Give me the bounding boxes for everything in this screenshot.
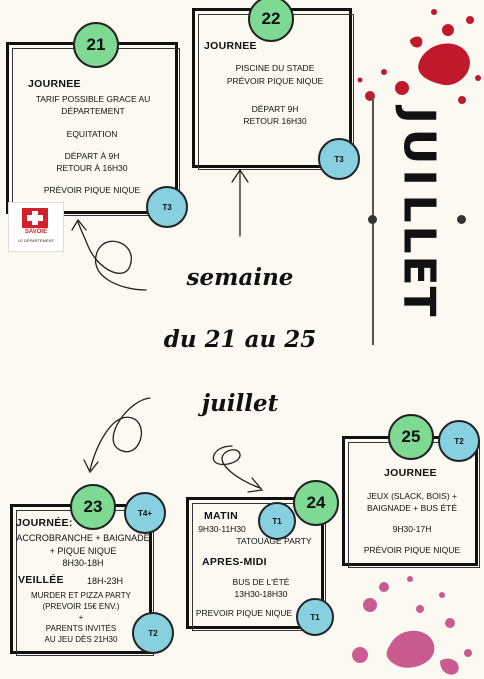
month-letter-e: E	[393, 255, 445, 286]
day-24-badge-bottom: T1	[296, 598, 334, 636]
month-letter-j: J	[393, 107, 445, 124]
day-24-morning-label: MATIN	[204, 510, 238, 522]
day-23-number: 23	[70, 484, 116, 530]
day-21-heading: JOURNEE	[28, 78, 81, 90]
day-22-line-4: RETOUR 16H30	[243, 116, 307, 126]
day-21-line-4: RETOUR À 16H30	[56, 163, 128, 173]
day-25-note: PRÉVOIR PIQUE NIQUE	[363, 545, 461, 555]
month-letter-l1: L	[393, 194, 445, 223]
day-23-badge-top: T4+	[124, 492, 166, 534]
day-23-badge-bottom: T2	[132, 612, 174, 654]
day-21-line-3: DÉPART À 9H	[64, 151, 120, 161]
day-22-badge: T3	[318, 138, 360, 180]
day-24-number: 24	[293, 480, 339, 526]
day-22-number: 22	[248, 0, 294, 42]
week-range: du 21 au 25	[163, 326, 317, 353]
day-23-evening-time: 18H-23H	[86, 576, 124, 586]
day-21-line-1: TARIF POSSIBLE GRACE AU DÉPARTEMENT	[35, 94, 151, 116]
month-letter-i: I	[393, 169, 445, 186]
month-letter-u: U	[393, 128, 445, 165]
day-25-number: 25	[388, 414, 434, 460]
day-25-heading: JOURNEE	[384, 467, 437, 479]
day-22-line-3: DÉPART 9H	[251, 104, 299, 114]
day-24-note: PREVOIR PIQUE NIQUE	[195, 608, 293, 618]
day-24-morning-activity: TATOUAGE PARTY	[236, 536, 312, 546]
day-23-evening-line-4: PARENTS INVITÉS	[45, 624, 117, 633]
day-21-line-2: EQUITATION	[66, 129, 118, 139]
day-23-heading: JOURNÉE:	[16, 517, 73, 529]
day-22-line-1: PISCINE DU STADE	[235, 63, 315, 73]
day-23-evening-line-2: (PREVOIR 15€ ENV.)	[42, 602, 120, 611]
day-25-activity: JEUX (SLACK, BOIS) + BAIGNADE + BUS ÉTÉ	[367, 491, 457, 513]
day-24-afternoon-time: 13H30-18H30	[234, 589, 288, 599]
day-24-afternoon-label: APRES-MIDI	[202, 556, 267, 568]
savoie-logo-sub: LE DÉPARTEMENT	[18, 238, 54, 243]
day-23-evening-label: VEILLÉE	[18, 574, 64, 586]
month-letter-t: T	[393, 286, 445, 317]
day-25-time: 9H30-17H	[392, 524, 432, 534]
day-23-time: 8H30-18H	[62, 558, 104, 568]
day-21-line-5: PRÉVOIR PIQUE NIQUE	[43, 185, 141, 195]
day-23-evening-line-1: MURDER ET PIZZA PARTY	[30, 591, 131, 600]
month-letter-l2: L	[393, 225, 445, 254]
day-24-afternoon-activity: BUS DE L'ÉTÉ	[232, 577, 290, 587]
day-22-line-2: PRÉVOIR PIQUE NIQUE	[226, 76, 324, 86]
day-24-morning-time: 9H30-11H30	[198, 524, 246, 534]
day-23-evening-line-3: +	[78, 613, 84, 622]
day-21-badge: T3	[146, 186, 188, 228]
day-22-heading: JOURNEE	[204, 40, 257, 52]
day-25-badge: T2	[438, 420, 480, 462]
week-month: juillet	[201, 390, 279, 417]
day-21-number: 21	[73, 22, 119, 68]
savoie-logo-name: SAVOIE	[24, 229, 48, 235]
day-23-evening-line-5: AU JEU DÈS 21H30	[44, 635, 118, 644]
day-24-badge-top: T1	[258, 502, 296, 540]
day-23-activity: ACCROBRANCHE + BAIGNADE + PIQUE NIQUE	[16, 533, 150, 556]
week-word: semaine	[186, 264, 294, 291]
